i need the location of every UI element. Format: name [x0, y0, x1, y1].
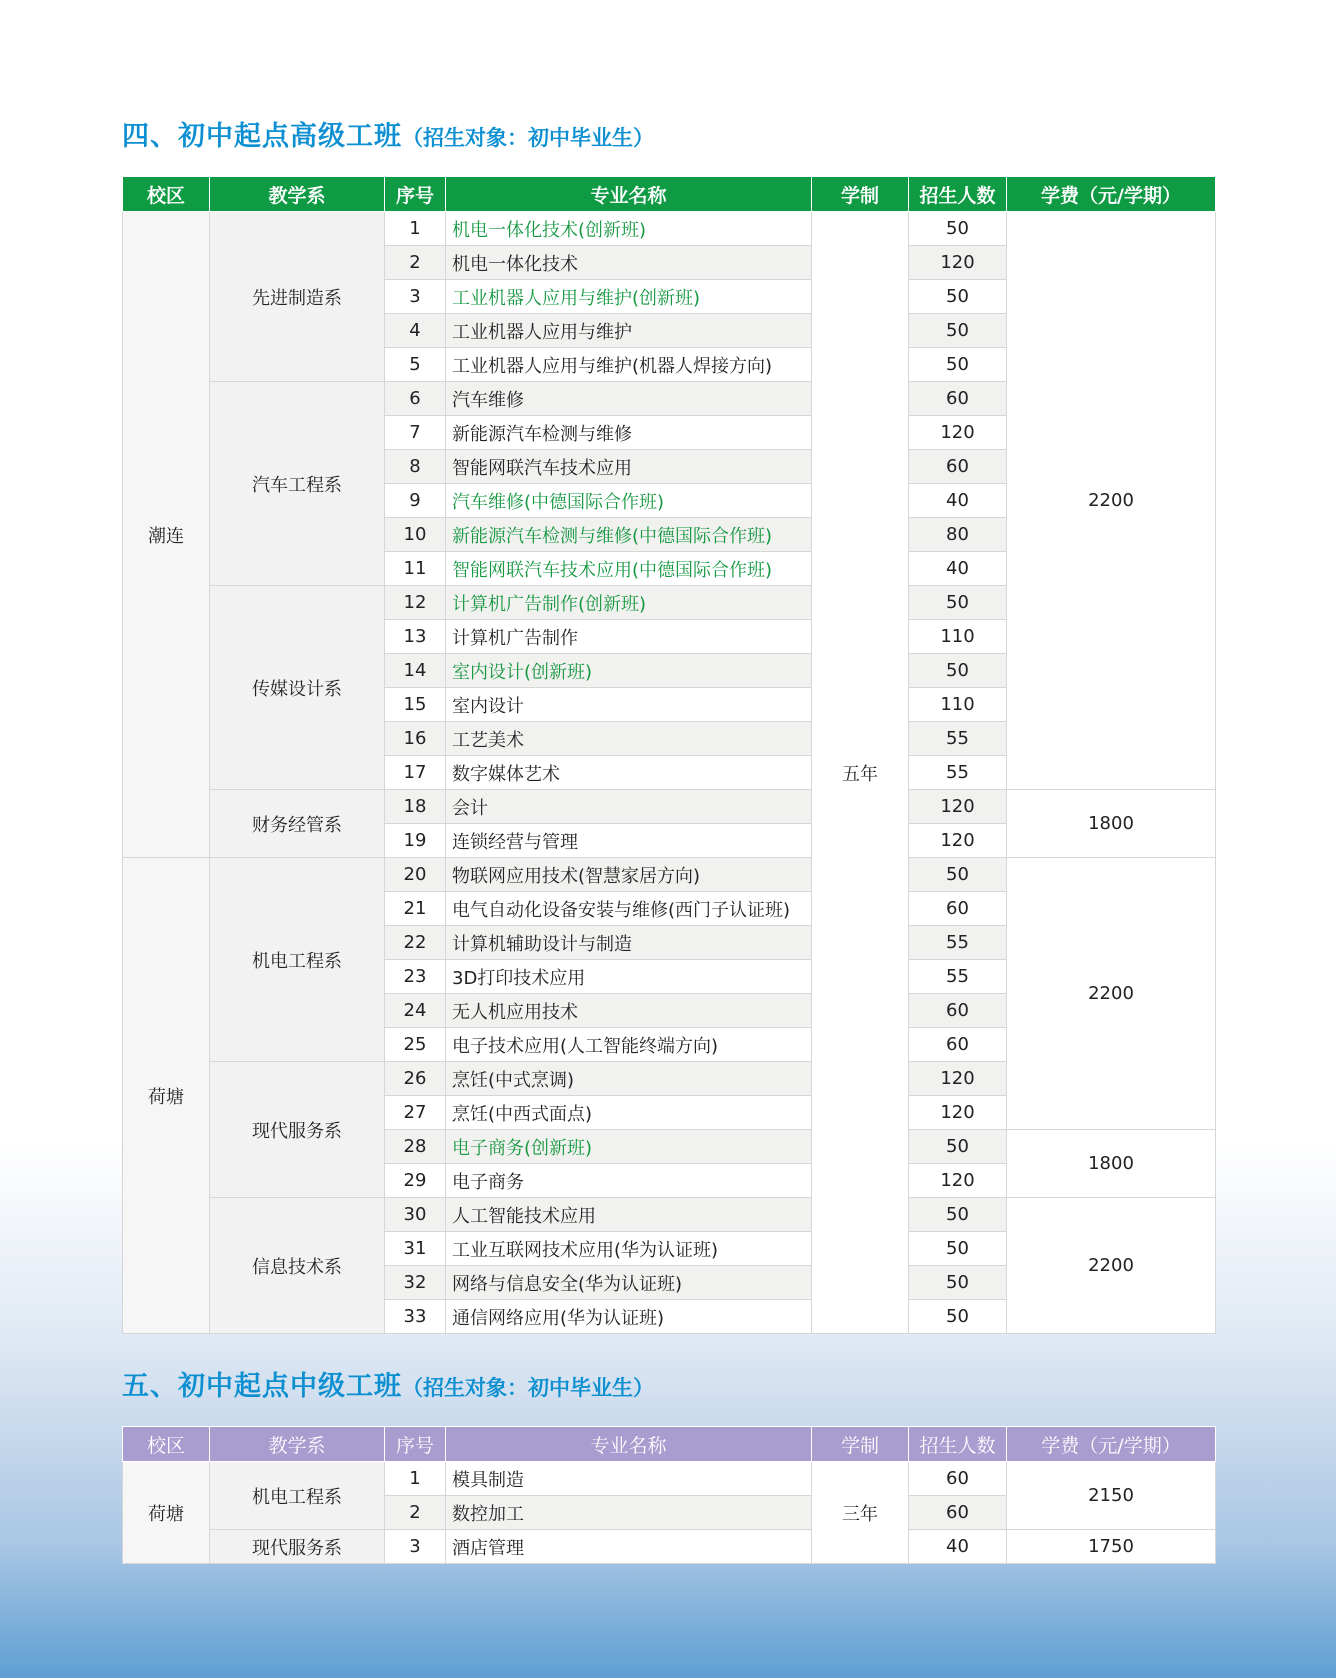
seq-cell: 22 — [385, 926, 446, 960]
header-major: 专业名称 — [446, 177, 812, 212]
count-cell: 110 — [909, 620, 1007, 654]
count-cell: 55 — [909, 722, 1007, 756]
count-cell: 55 — [909, 960, 1007, 994]
count-cell: 50 — [909, 1300, 1007, 1334]
header-department: 教学系 — [210, 177, 385, 212]
count-cell: 50 — [909, 348, 1007, 382]
major-cell: 酒店管理 — [446, 1530, 812, 1564]
senior-worker-table — [122, 176, 1216, 1334]
seq-cell: 3 — [385, 1530, 446, 1564]
seq-cell: 8 — [385, 450, 446, 484]
major-cell: 模具制造 — [446, 1462, 812, 1496]
count-cell: 50 — [909, 1130, 1007, 1164]
header-count: 招生人数 — [909, 1427, 1007, 1462]
count-cell: 50 — [909, 1198, 1007, 1232]
count-cell: 120 — [909, 824, 1007, 858]
major-cell: 汽车维修(中德国际合作班) — [446, 484, 812, 518]
section4-subtitle: （招生对象：初中毕业生） — [402, 126, 654, 150]
seq-cell: 6 — [385, 382, 446, 416]
count-cell: 50 — [909, 858, 1007, 892]
fee-cell: 1750 — [1007, 1530, 1216, 1564]
header-duration: 学制 — [812, 177, 909, 212]
seq-cell: 7 — [385, 416, 446, 450]
seq-cell: 27 — [385, 1096, 446, 1130]
major-cell: 烹饪(中式烹调) — [446, 1062, 812, 1096]
table-row — [123, 1198, 1216, 1232]
header-duration: 学制 — [812, 1427, 909, 1462]
department-cell: 机电工程系 — [210, 858, 385, 1062]
table-row — [123, 1462, 1216, 1496]
major-cell: 3D打印技术应用 — [446, 960, 812, 994]
fee-cell: 1800 — [1007, 790, 1216, 858]
header-department: 教学系 — [210, 1427, 385, 1462]
count-cell: 40 — [909, 552, 1007, 586]
major-cell: 智能网联汽车技术应用(中德国际合作班) — [446, 552, 812, 586]
count-cell: 40 — [909, 484, 1007, 518]
major-cell: 新能源汽车检测与维修(中德国际合作班) — [446, 518, 812, 552]
header-major: 专业名称 — [446, 1427, 812, 1462]
major-cell: 计算机辅助设计与制造 — [446, 926, 812, 960]
table-header-row — [123, 1427, 1216, 1462]
major-cell: 工业机器人应用与维护 — [446, 314, 812, 348]
major-cell: 工业机器人应用与维护(机器人焊接方向) — [446, 348, 812, 382]
count-cell: 60 — [909, 450, 1007, 484]
section4-title — [122, 114, 654, 153]
count-cell: 80 — [909, 518, 1007, 552]
seq-cell: 32 — [385, 1266, 446, 1300]
table-row — [123, 212, 1216, 246]
department-cell: 现代服务系 — [210, 1062, 385, 1198]
major-cell: 汽车维修 — [446, 382, 812, 416]
seq-cell: 1 — [385, 1462, 446, 1496]
count-cell: 120 — [909, 246, 1007, 280]
count-cell: 50 — [909, 212, 1007, 246]
seq-cell: 16 — [385, 722, 446, 756]
major-cell: 烹饪(中西式面点) — [446, 1096, 812, 1130]
fee-cell: 1800 — [1007, 1130, 1216, 1198]
count-cell: 120 — [909, 790, 1007, 824]
seq-cell: 9 — [385, 484, 446, 518]
major-cell: 通信网络应用(华为认证班) — [446, 1300, 812, 1334]
table-row — [123, 1530, 1216, 1564]
seq-cell: 13 — [385, 620, 446, 654]
major-cell: 电子商务 — [446, 1164, 812, 1198]
major-cell: 计算机广告制作 — [446, 620, 812, 654]
duration-cell: 三年 — [812, 1462, 909, 1564]
major-cell: 数字媒体艺术 — [446, 756, 812, 790]
seq-cell: 26 — [385, 1062, 446, 1096]
header-campus: 校区 — [123, 1427, 210, 1462]
header-fee: 学费（元/学期） — [1007, 1427, 1216, 1462]
section5-title — [122, 1364, 654, 1403]
seq-cell: 28 — [385, 1130, 446, 1164]
count-cell: 40 — [909, 1530, 1007, 1564]
section5-title-text: 五、初中起点中级工班 — [122, 1371, 402, 1402]
major-cell: 机电一体化技术(创新班) — [446, 212, 812, 246]
seq-cell: 2 — [385, 246, 446, 280]
department-cell: 机电工程系 — [210, 1462, 385, 1530]
seq-cell: 29 — [385, 1164, 446, 1198]
department-cell: 现代服务系 — [210, 1530, 385, 1564]
table-row — [123, 790, 1216, 824]
seq-cell: 11 — [385, 552, 446, 586]
count-cell: 55 — [909, 926, 1007, 960]
major-cell: 网络与信息安全(华为认证班) — [446, 1266, 812, 1300]
count-cell: 120 — [909, 416, 1007, 450]
seq-cell: 5 — [385, 348, 446, 382]
fee-cell: 2200 — [1007, 1198, 1216, 1334]
seq-cell: 10 — [385, 518, 446, 552]
count-cell: 50 — [909, 280, 1007, 314]
header-count: 招生人数 — [909, 177, 1007, 212]
major-cell: 电子商务(创新班) — [446, 1130, 812, 1164]
fee-cell: 2200 — [1007, 858, 1216, 1130]
department-cell: 财务经管系 — [210, 790, 385, 858]
major-cell: 电气自动化设备安装与维修(西门子认证班) — [446, 892, 812, 926]
header-seq: 序号 — [385, 1427, 446, 1462]
duration-cell: 五年 — [812, 212, 909, 1334]
count-cell: 120 — [909, 1096, 1007, 1130]
table-row — [123, 858, 1216, 892]
major-cell: 工业机器人应用与维护(创新班) — [446, 280, 812, 314]
section4-title-text: 四、初中起点高级工班 — [122, 121, 402, 152]
major-cell: 电子技术应用(人工智能终端方向) — [446, 1028, 812, 1062]
major-cell: 室内设计 — [446, 688, 812, 722]
count-cell: 50 — [909, 1232, 1007, 1266]
seq-cell: 24 — [385, 994, 446, 1028]
fee-cell: 2150 — [1007, 1462, 1216, 1530]
count-cell: 50 — [909, 586, 1007, 620]
seq-cell: 23 — [385, 960, 446, 994]
major-cell: 无人机应用技术 — [446, 994, 812, 1028]
seq-cell: 17 — [385, 756, 446, 790]
count-cell: 60 — [909, 382, 1007, 416]
major-cell: 物联网应用技术(智慧家居方向) — [446, 858, 812, 892]
seq-cell: 4 — [385, 314, 446, 348]
major-cell: 工艺美术 — [446, 722, 812, 756]
department-cell: 汽车工程系 — [210, 382, 385, 586]
department-cell: 信息技术系 — [210, 1198, 385, 1334]
seq-cell: 21 — [385, 892, 446, 926]
major-cell: 数控加工 — [446, 1496, 812, 1530]
seq-cell: 20 — [385, 858, 446, 892]
count-cell: 55 — [909, 756, 1007, 790]
count-cell: 50 — [909, 1266, 1007, 1300]
seq-cell: 19 — [385, 824, 446, 858]
header-seq: 序号 — [385, 177, 446, 212]
count-cell: 60 — [909, 1462, 1007, 1496]
seq-cell: 2 — [385, 1496, 446, 1530]
count-cell: 60 — [909, 994, 1007, 1028]
major-cell: 计算机广告制作(创新班) — [446, 586, 812, 620]
fee-cell: 2200 — [1007, 212, 1216, 790]
count-cell: 60 — [909, 1028, 1007, 1062]
major-cell: 智能网联汽车技术应用 — [446, 450, 812, 484]
major-cell: 新能源汽车检测与维修 — [446, 416, 812, 450]
major-cell: 会计 — [446, 790, 812, 824]
major-cell: 人工智能技术应用 — [446, 1198, 812, 1232]
department-cell: 传媒设计系 — [210, 586, 385, 790]
seq-cell: 12 — [385, 586, 446, 620]
major-cell: 连锁经营与管理 — [446, 824, 812, 858]
section5-subtitle: （招生对象：初中毕业生） — [402, 1376, 654, 1400]
seq-cell: 30 — [385, 1198, 446, 1232]
table-header-row — [123, 177, 1216, 212]
count-cell: 60 — [909, 1496, 1007, 1530]
department-cell: 先进制造系 — [210, 212, 385, 382]
campus-cell: 潮连 — [123, 212, 210, 858]
seq-cell: 18 — [385, 790, 446, 824]
intermediate-worker-table — [122, 1426, 1216, 1564]
major-cell: 机电一体化技术 — [446, 246, 812, 280]
seq-cell: 31 — [385, 1232, 446, 1266]
header-fee: 学费（元/学期） — [1007, 177, 1216, 212]
seq-cell: 25 — [385, 1028, 446, 1062]
campus-cell: 荷塘 — [123, 1462, 210, 1564]
header-campus: 校区 — [123, 177, 210, 212]
seq-cell: 14 — [385, 654, 446, 688]
count-cell: 50 — [909, 654, 1007, 688]
major-cell: 室内设计(创新班) — [446, 654, 812, 688]
seq-cell: 3 — [385, 280, 446, 314]
major-cell: 工业互联网技术应用(华为认证班) — [446, 1232, 812, 1266]
count-cell: 120 — [909, 1062, 1007, 1096]
campus-cell: 荷塘 — [123, 858, 210, 1334]
count-cell: 120 — [909, 1164, 1007, 1198]
count-cell: 60 — [909, 892, 1007, 926]
seq-cell: 15 — [385, 688, 446, 722]
count-cell: 50 — [909, 314, 1007, 348]
count-cell: 110 — [909, 688, 1007, 722]
seq-cell: 1 — [385, 212, 446, 246]
seq-cell: 33 — [385, 1300, 446, 1334]
